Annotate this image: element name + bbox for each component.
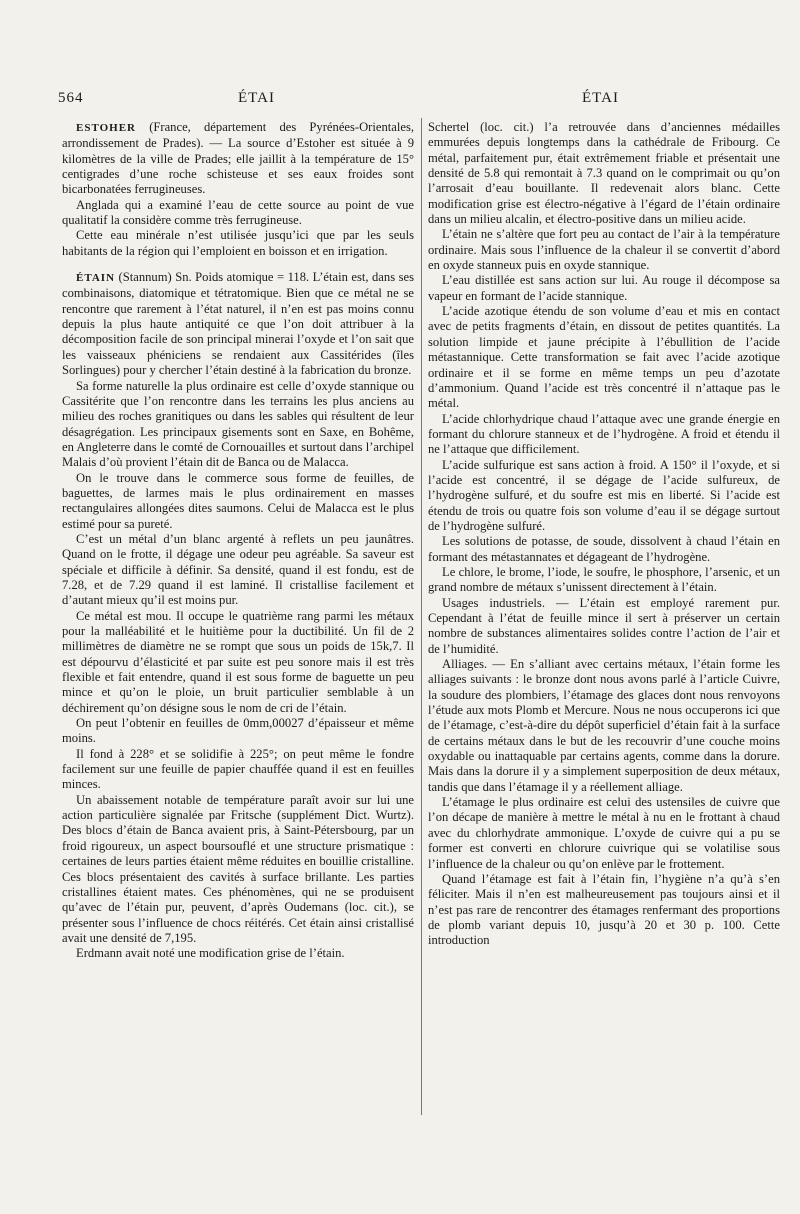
- paragraph: Les solutions de potasse, de soude, dissolvent à chaud l’étain en formant des métastannates et dégageant de l’hydrogène.: [428, 534, 780, 564]
- paragraph: Cette eau minérale n’est utilisée jusqu’ici que par les seuls habitants de la région qui l’emploient en boisson et en irrigation.: [62, 228, 414, 258]
- column-divider: [421, 118, 422, 1115]
- page-number: 564: [58, 90, 84, 106]
- paragraph: Anglada qui a examiné l’eau de cette source au point de vue qualitatif la considère comme très ferrugineuse.: [62, 197, 414, 228]
- paragraph: L’étain ne s’altère que fort peu au contact de l’air à la température ordinaire. Mais sous l’influence de la chaleur il se convertit d’abord en oxyde stanneux puis en oxyde stannique.: [428, 227, 780, 273]
- paragraph: Usages industriels. — L’étain est employé rarement pur. Cependant à l’état de feuille mince il sert à préserver un certain nombre de substances alimentaires solides contre l’action de l’air et de l’humidité.: [428, 595, 780, 656]
- paragraph: Schertel (loc. cit.) l’a retrouvée dans d’anciennes médailles emmurées depuis longtemps dans la cathédrale de Fribourg. Ce métal, parfaitement pur, était extrêmement friable et présentait une densité de 5.8 qui remontait à 7.3 quand on le comprimait ou qu’on l’arrosait d’eau bouillante. Il redevenait alors blanc. Cette modification grise est électro-négative à l’égard de l’étain ordinaire dans un milieu alcalin, et électro-positive dans un milieu acide.: [428, 120, 780, 227]
- paragraph: Quand l’étamage est fait à l’étain fin, l’hygiène n’a qu’à s’en féliciter. Mais il n’en est malheureusement pas toujours ainsi et il n’est pas rare de rencontrer des étamages renfermant des proportions de plomb variant depuis 10, jusqu’à 20 et 30 p. 100. Cette introduction: [428, 871, 780, 948]
- paragraph: L’acide chlorhydrique chaud l’attaque avec une grande énergie en formant du chlorure stanneux et de l’hydrogène. A froid et étendu il ne l’attaque que difficilement.: [428, 411, 780, 457]
- paragraph: L’acide sulfurique est sans action à froid. A 150° il l’oxyde, et si l’acide est concentré, il se dégage de l’acide sulfureux, de l’hydrogène sulfuré, et du soufre est mis en liberté. Si l’acide est étendu de trois ou quatre fois son volume d’eau il se dégage surtout de l’hydrogène sulfuré.: [428, 457, 780, 533]
- paragraph: Sa forme naturelle la plus ordinaire est celle d’oxyde stannique ou Cassitérite que l’on rencontre dans les terrains les plus anciens au milieu des roches granitiques ou dans les sables qui résultent de leur désagrégation. Les principaux gisements sont en Saxe, en Bohême, en Angleterre dans le comté de Cornouailles et surtout dans l’archipel Malais d’où provient l’étain dit de Banca ou de Malacca.: [62, 378, 414, 470]
- left-column: [62, 120, 414, 962]
- paragraph: L’acide azotique étendu de son volume d’eau et mis en contact avec de petits fragments d’étain, en dissout de petites quantités. La solution limpide et jaune précipite à l’ébullition de l’acide métastannique. Cette transformation se fait avec l’acide azotique ordinaire et il se forme en même temps un peu d’azotate d’ammonium. Quand l’acide est très concentré il n’attaque pas le métal.: [428, 304, 780, 411]
- paragraph: On peut l’obtenir en feuilles de 0mm,00027 d’épaisseur et même moins.: [62, 716, 414, 746]
- entry-headword: ESTOHER: [76, 122, 136, 134]
- entry-text: (France, département des Pyrénées-Orientales, arrondissement de Prades). — La source d’Estoher est située à 9 kilomètres de la ville de Prades; elle jaillit à la température de 15° centigrades d’une roche schisteuse et ses eaux froides sont bicarbonatées ferrugineuses.: [62, 120, 414, 197]
- paragraph: C’est un métal d’un blanc argenté à reflets un peu jaunâtres. Quand on le frotte, il dégage une odeur peu agréable. Sa saveur est spéciale et difficile à définir. Sa densité, quand il est fondu, est de 7.28, et de 7.29 quand il est laminé. Il cristallise facilement et d’autant mieux qu’il est moins pur.: [62, 531, 414, 608]
- running-head-right: ÉTAI: [582, 90, 619, 106]
- paragraph: Erdmann avait noté une modification grise de l’étain.: [76, 946, 345, 961]
- dictionary-entry: [62, 270, 414, 378]
- entry-headword: ÉTAIN: [76, 272, 116, 285]
- running-head-left: ÉTAI: [238, 90, 275, 106]
- paragraph: L’étamage le plus ordinaire est celui des ustensiles de cuivre que l’on décape de manière à mettre le métal à nu en le frottant à chaud avec du chlorhydrate ammonique. L’oxyde de cuivre qui a pu se former est converti en chlorure cuivrique qui se volatilise sous l’influence de la chaleur ou qu’on enlève par le frottement.: [428, 795, 780, 871]
- paragraph: Ce métal est mou. Il occupe le quatrième rang parmi les métaux pour la malléabilité et le huitième pour la ductibilité. Un fil de 2 millimètres de diamètre ne se rompt que sous un poids de 15k,7. Il est dépourvu d’élasticité et par suite est peu sonore mais il est très flexible et fait entendre, quand il est sous forme de baguette un peu mince et qu’on le ploie, un bruit particulier semblable à un déchirement qu’on désigne sous le nom de cri de l’étain.: [62, 608, 414, 715]
- right-column: [428, 120, 780, 949]
- paragraph: On le trouve dans le commerce sous forme de feuilles, de baguettes, de larmes mais le plus ordinairement en masses rectangulaires allongées dites saumons. Celui de Malacca est le plus estimé pour sa pureté.: [62, 470, 414, 531]
- paragraph: Il fond à 228° et se solidifie à 225°; on peut même le fondre facilement sur une feuille de papier chauffée quand il est en feuilles minces.: [62, 746, 414, 792]
- paragraph: Alliages. — En s’alliant avec certains métaux, l’étain forme les alliages suivants : le bronze dont nous avons parlé à l’article Cuivre, la soudure des plombiers, l’étamage des glaces dont nous renvoyons l’étude aux mots Plomb et Mercure. Nous ne nous occuperons ici que de l’étamage, c’est-à-dire du dépôt superficiel d’étain fait à la surface de certains métaux dans le but de les recouvrir d’une couche moins oxydable ou inattaquable par certains agents, comme dans la dorure. Mais dans la dorure il y a simplement superposition de deux métaux, tandis que dans l’étamage il y a réellement alliage.: [428, 657, 780, 794]
- paragraph: Un abaissement notable de température paraît avoir sur lui une action particulière signalée par Fritsche (supplément Dict. Wurtz). Des blocs d’étain de Banca avaient pris, à Saint-Pétersbourg, par un froid rigoureux, un aspect boursouflé et une structure prismatique : certaines de leurs parties étaient même réduites en bouillie cristalline. Ces blocs présentaient des cavités à surface brillante. Les parties cristallines étaient mates. Ces phénomènes, qui ne se produisent qu’avec de l’étain pur, peuvent, d’après Oudemans (loc. cit.), se présenter sous l’influence de chocs réitérés. Cet étain ainsi cristallisé avait une densité de 7,195.: [62, 792, 414, 945]
- entry-text: (Stannum) Sn. Poids atomique = 118. L’étain est, dans ses combinaisons, diatomique et tétratomique. Bien que ce métal ne se rencontre que rarement à l’état naturel, il n’en est pas moins connu depuis la plus haute antiquité ce que l’on doit attribuer à la décomposition facile de son principal minerai l’oxyde et l’on sait que les vaisseaux phéniciens se rendaient aux Cassitérides (îles Sorlingues) pour y chercher l’étain destiné à la fabrication du bronze.: [62, 270, 414, 378]
- paragraph: Le chlore, le brome, l’iode, le soufre, le phosphore, l’arsenic, et un grand nombre de métaux s’unissent directement à l’étain.: [428, 564, 780, 595]
- paragraph: L’eau distillée est sans action sur lui. Au rouge il décompose sa vapeur en formant de l’acide stannique.: [428, 273, 780, 303]
- dictionary-entry: [62, 120, 414, 198]
